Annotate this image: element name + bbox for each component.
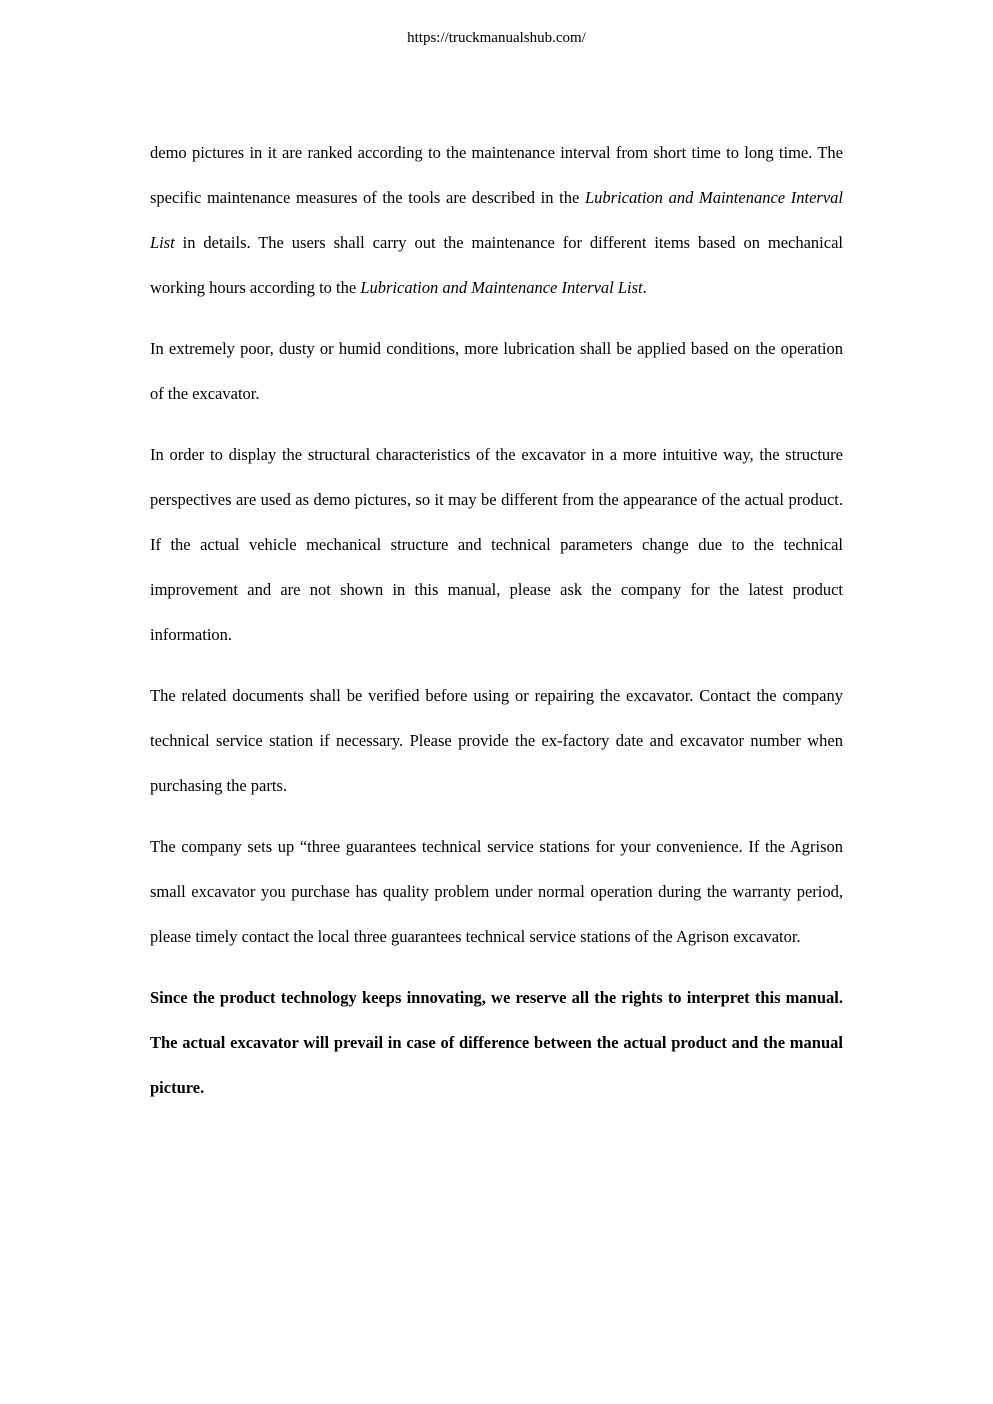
document-title-reference: Lubrication and Maintenance Interval List	[360, 278, 643, 297]
paragraph-rights-notice: Since the product technology keeps innovating, we reserve all the rights to interpret this manual. The actual excavator will prevail in case of difference between the actual product and the manual picture.	[150, 988, 843, 1097]
document-title-reference: Lubrication and Maintenance Interval List	[150, 188, 843, 252]
page-header-url: https://truckmanualshub.com/	[407, 30, 586, 46]
paragraph-text: demo pictures in it are ranked according to the maintenance interval from short time to long time. The specific maintenance measures of the tools are described in the	[150, 143, 843, 207]
document-body	[150, 130, 843, 1126]
paragraph-maintenance-interval	[150, 130, 843, 310]
paragraph-text: .	[642, 278, 647, 297]
paragraph-service-stations: The company sets up “three guarantees technical service stations for your convenience. If the Agrison small excavator you purchase has quality problem under normal operation during the warranty period, please timely contact the local three guarantees technical service stations of the Agrison excavator.	[150, 837, 843, 946]
paragraph-text: in details. The users shall carry out the maintenance for different items based on mechanical working hours according to the	[150, 233, 843, 297]
paragraph-structure-perspectives: In order to display the structural characteristics of the excavator in a more intuitive way, the structure perspectives are used as demo pictures, so it may be different from the appearance of the actual product. If the actual vehicle mechanical structure and technical parameters change due to the technical improvement and are not shown in this manual, please ask the company for the latest product information.	[150, 445, 843, 644]
paragraph-related-documents: The related documents shall be verified before using or repairing the excavator. Contact the company technical service station if necessary. Please provide the ex-factory date and excavator number when purchasing the parts.	[150, 686, 843, 795]
paragraph-lubrication-conditions: In extremely poor, dusty or humid conditions, more lubrication shall be applied based on the operation of the excavator.	[150, 339, 843, 403]
